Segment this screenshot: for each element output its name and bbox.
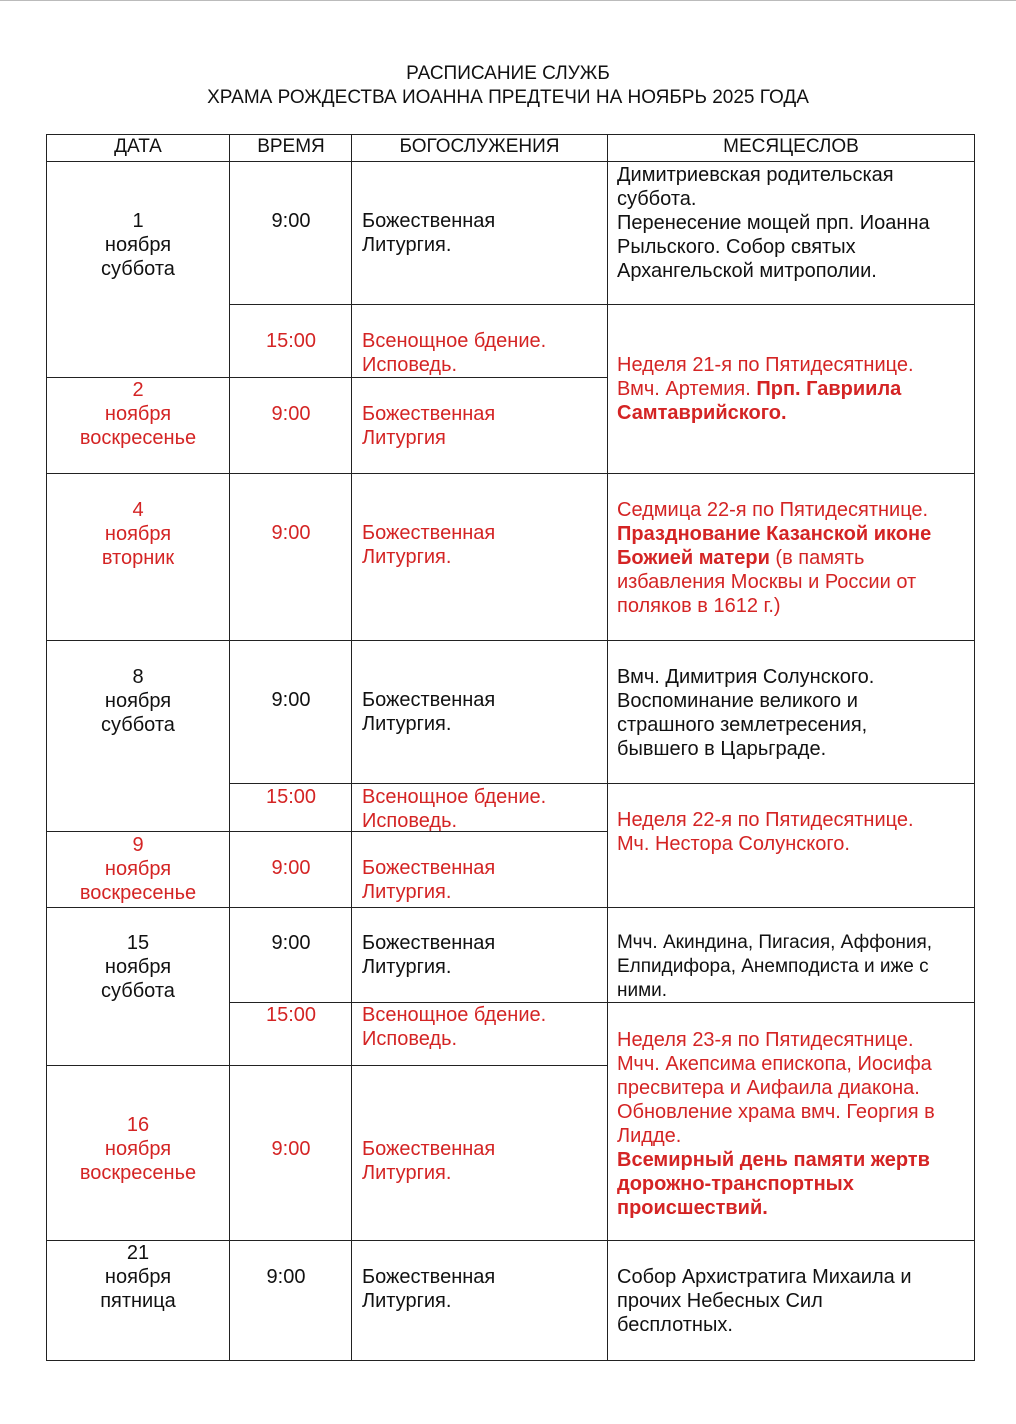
time-nov8-evening: 15:00 [265,786,317,808]
calendar-line [617,377,967,401]
calendar-line: страшного землетресения, [617,714,868,736]
service-line: Божественная [362,1138,496,1160]
service-nov4 [362,521,602,569]
date-weekday: суббота [101,258,175,280]
calendar-line: бывшего в Царьграде. [617,738,827,760]
calendar-line: происшествий. [617,1197,768,1219]
calendar-line: Всемирный день памяти жертв [617,1149,930,1171]
service-nov21 [362,1265,602,1313]
service-line: Божественная [362,210,496,232]
service-line: Литургия. [362,234,452,256]
calendar-line: Архангельской митрополии. [617,260,877,282]
service-line: Исповедь. [362,354,458,376]
calendar-line: бесплотных. [617,1314,733,1336]
service-line: Божественная [362,689,496,711]
calendar-line: Празднование Казанской иконе [617,523,932,545]
row-divider [46,907,975,908]
calendar-line: Димитриевская родительская [617,164,894,186]
calendar-line: Воспоминание великого и [617,690,858,712]
title-line-1: РАСПИСАНИЕ СЛУЖБ [406,63,610,84]
header-service: БОГОСЛУЖЕНИЯ [399,136,560,157]
calendar-text: (в память [775,547,865,569]
service-line: Всенощное бдение. [362,330,547,352]
header-divider [46,161,975,162]
calendar-text-bold: Божией матери [617,547,776,569]
date-nov1 [46,209,230,281]
service-line: Литургия. [362,546,452,568]
calendar-line: Лидде. [617,1125,682,1147]
calendar-nov1 [617,163,967,283]
time-nov16: 9:00 [271,1138,311,1160]
time-nov8: 9:00 [271,689,311,711]
date-weekday: воскресенье [79,427,197,449]
date-day: 15 [126,932,150,954]
calendar-line [617,546,967,570]
calendar-line: Елпидифора, Анемподиста и иже с [617,956,929,977]
time-nov15-evening: 15:00 [265,1004,317,1026]
date-nov21 [46,1241,230,1313]
date-day: 2 [132,379,144,401]
calendar-nov4 [617,498,967,618]
calendar-line: суббота. [617,188,697,210]
calendar-nov1-nov2 [617,353,967,425]
service-nov8-evening [362,785,602,833]
date-day: 16 [126,1114,150,1136]
service-line: Божественная [362,857,496,879]
calendar-nov21 [617,1265,967,1337]
header-calendar: МЕСЯЦЕСЛОВ [723,136,859,157]
date-weekday: пятница [100,1290,176,1312]
service-line: Божественная [362,932,496,954]
row-divider [229,783,975,784]
calendar-line: пресвитера и Аифаила диакона. [617,1077,920,1099]
time-nov1: 9:00 [271,210,311,232]
date-month: ноября [104,858,172,880]
time-nov4: 9:00 [271,522,311,544]
date-month: ноября [104,1266,172,1288]
calendar-text: Вмч. Артемия. [617,378,757,400]
service-nov1-evening [362,329,602,377]
service-nov8 [362,688,602,736]
calendar-line: Седмица 22-я по Пятидесятнице. [617,499,929,521]
service-nov2 [362,402,602,450]
calendar-line: Обновление храма вмч. Георгия в [617,1101,935,1123]
calendar-line: Неделя 22-я по Пятидесятнице. [617,809,914,831]
calendar-text-bold: Прп. Гавриила [756,378,902,400]
service-line: Всенощное бдение. [362,1004,547,1026]
date-month: ноября [104,956,172,978]
calendar-line: Рыльского. Собор святых [617,236,856,258]
calendar-line: Неделя 23-я по Пятидесятнице. [617,1029,914,1051]
service-line: Литургия. [362,713,452,735]
date-month: ноября [104,690,172,712]
calendar-nov8 [617,665,967,761]
calendar-nov8-nov9 [617,808,967,856]
service-line: Божественная [362,522,496,544]
service-nov15 [362,931,602,979]
date-weekday: суббота [101,980,175,1002]
table-border-right [974,134,975,1361]
date-weekday: вторник [101,547,175,569]
service-nov15-evening [362,1003,602,1051]
time-nov15: 9:00 [271,932,311,954]
time-nov9: 9:00 [271,857,311,879]
date-nov9 [46,833,230,905]
calendar-line: Собор Архистратига Михаила и [617,1266,912,1288]
row-divider [229,304,975,305]
service-line: Исповедь. [362,810,458,832]
date-month: ноября [104,523,172,545]
calendar-line: Вмч. Димитрия Солунского. [617,666,875,688]
calendar-nov15-nov16 [617,1028,967,1220]
service-line: Всенощное бдение. [362,786,547,808]
service-line: Литургия. [362,881,452,903]
service-line: Божественная [362,403,496,425]
service-nov1 [362,209,602,257]
header-time: ВРЕМЯ [257,136,325,157]
date-nov2 [46,378,230,450]
service-line: Литургия. [362,1162,452,1184]
service-line: Исповедь. [362,1028,458,1050]
calendar-line: Неделя 21-я по Пятидесятнице. [617,354,914,376]
col-divider-service [607,134,608,1361]
date-nov16 [46,1113,230,1185]
row-divider [46,473,975,474]
date-weekday: воскресенье [79,882,197,904]
date-month: ноября [104,1138,172,1160]
date-day: 8 [132,666,144,688]
date-day: 1 [132,210,144,232]
row-divider [46,640,975,641]
calendar-line: прочих Небесных Сил [617,1290,823,1312]
calendar-line: Самтаврийского. [617,402,787,424]
header-date: ДАТА [114,136,162,157]
date-nov8 [46,665,230,737]
calendar-line: Перенесение мощей прп. Иоанна [617,212,930,234]
calendar-line: Мчч. Акепсима епископа, Иосифа [617,1053,932,1075]
time-nov21: 9:00 [266,1266,306,1288]
calendar-line: Мчч. Акиндина, Пигасия, Аффония, [617,932,933,953]
time-nov1-evening: 15:00 [265,330,317,352]
col-divider-time [351,134,352,1361]
calendar-line: поляков в 1612 г.) [617,595,781,617]
date-weekday: воскресенье [79,1162,197,1184]
date-day: 9 [132,834,144,856]
time-nov2: 9:00 [271,403,311,425]
service-line: Божественная [362,1266,496,1288]
title-line-2: ХРАМА РОЖДЕСТВА ИОАННА ПРЕДТЕЧИ НА НОЯБРЬ 2025 ГОДА [207,87,809,108]
calendar-line: ними. [617,980,668,1001]
date-day: 21 [126,1242,150,1264]
table-border-bottom [46,1360,975,1361]
date-day: 4 [132,499,144,521]
service-nov16 [362,1137,602,1185]
calendar-line: избавления Москвы и России от [617,571,917,593]
service-line: Литургия [362,427,446,449]
date-weekday: суббота [101,714,175,736]
row-divider [46,1065,608,1066]
date-month: ноября [104,403,172,425]
service-nov9 [362,856,602,904]
calendar-line: дорожно-транспортных [617,1173,854,1195]
service-line: Литургия. [362,956,452,978]
date-nov15 [46,931,230,1003]
calendar-line: Мч. Нестора Солунского. [617,833,850,855]
service-line: Литургия. [362,1290,452,1312]
date-month: ноября [104,234,172,256]
calendar-nov15 [617,931,967,1003]
date-nov4 [46,498,230,570]
